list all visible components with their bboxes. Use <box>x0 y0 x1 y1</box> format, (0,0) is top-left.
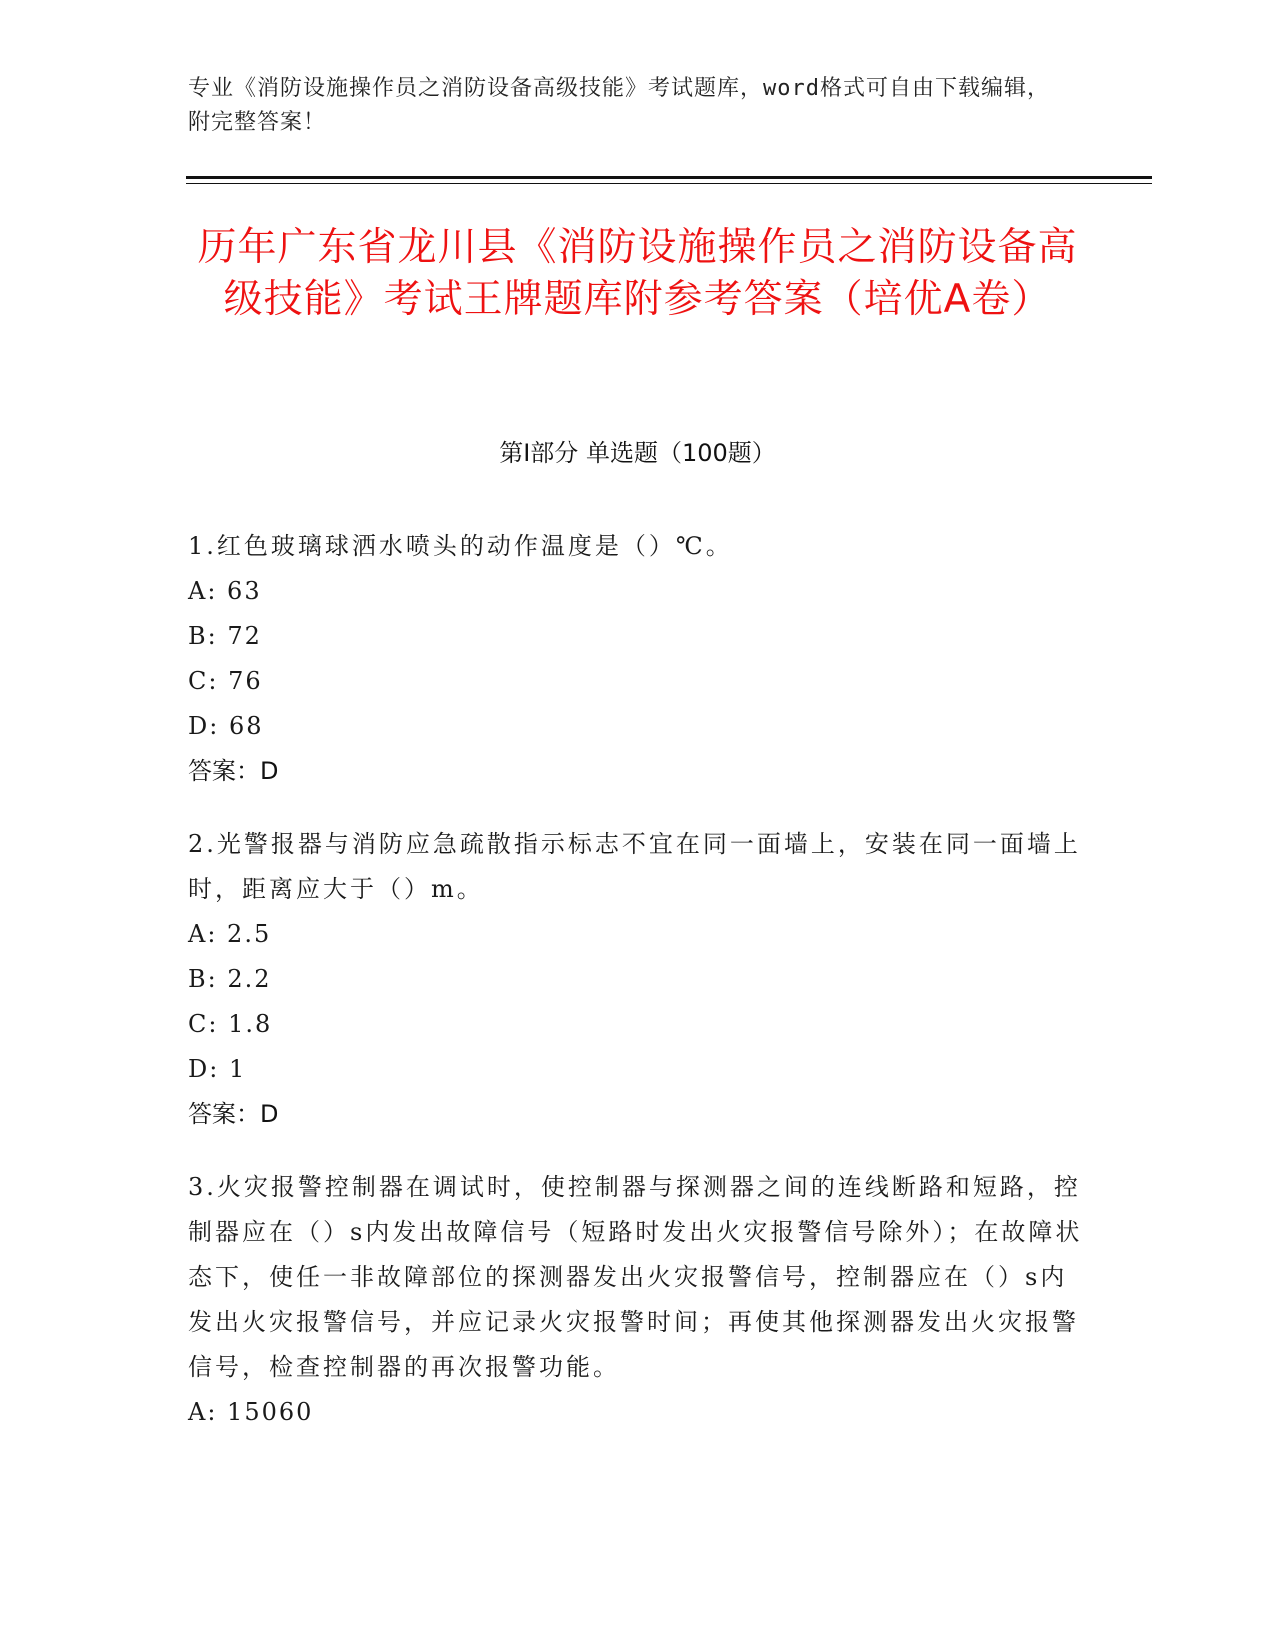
option-c: C: 1.8 <box>188 1010 273 1038</box>
option-d: D: 68 <box>188 712 264 740</box>
header-note: 专业《消防设施操作员之消防设备高级技能》考试题库，word格式可自由下载编辑，附完整答案！ <box>188 76 1050 135</box>
question-stem: 3.火灾报警控制器在调试时，使控制器与探测器之间的连线断路和短路，控制器应在（）s内发出故障信号（短路时发出火灾报警信号除外）；在故障状态下，使任一非故障部位的探测器发出火灾报警信号，控制器应在（）s内发出火灾报警信号，并应记录火灾报警时间；再使其他探测器发出火灾报警信号，检查控制器的再次报警功能。 <box>188 1173 1083 1381</box>
question-stem: 1.红色玻璃球洒水喷头的动作温度是（）℃。 <box>188 532 733 560</box>
header-divider-thick <box>186 176 1152 179</box>
option-d: D: 1 <box>188 1055 247 1083</box>
question-list <box>188 524 1088 1463</box>
header-divider-thin <box>186 183 1152 184</box>
option-c: C: 76 <box>188 667 263 695</box>
option-b: B: 72 <box>188 622 262 650</box>
question-3 <box>188 1165 1088 1435</box>
option-a: A: 63 <box>188 577 262 605</box>
question-stem: 2.光警报器与消防应急疏散指示标志不宜在同一面墙上，安装在同一面墙上时，距离应大于（）m。 <box>188 830 1081 903</box>
option-a: A: 15060 <box>188 1398 314 1426</box>
section-title: 第Ⅰ部分 单选题（100题） <box>499 439 776 467</box>
option-a: A: 2.5 <box>188 920 272 948</box>
answer-label: 答案：D <box>188 757 279 785</box>
document-title: 历年广东省龙川县《消防设施操作员之消防设备高级技能》考试王牌题库附参考答案（培优A卷） <box>197 225 1078 322</box>
question-1 <box>188 524 1088 794</box>
question-2 <box>188 822 1088 1137</box>
answer-label: 答案：D <box>188 1100 279 1128</box>
option-b: B: 2.2 <box>188 965 272 993</box>
